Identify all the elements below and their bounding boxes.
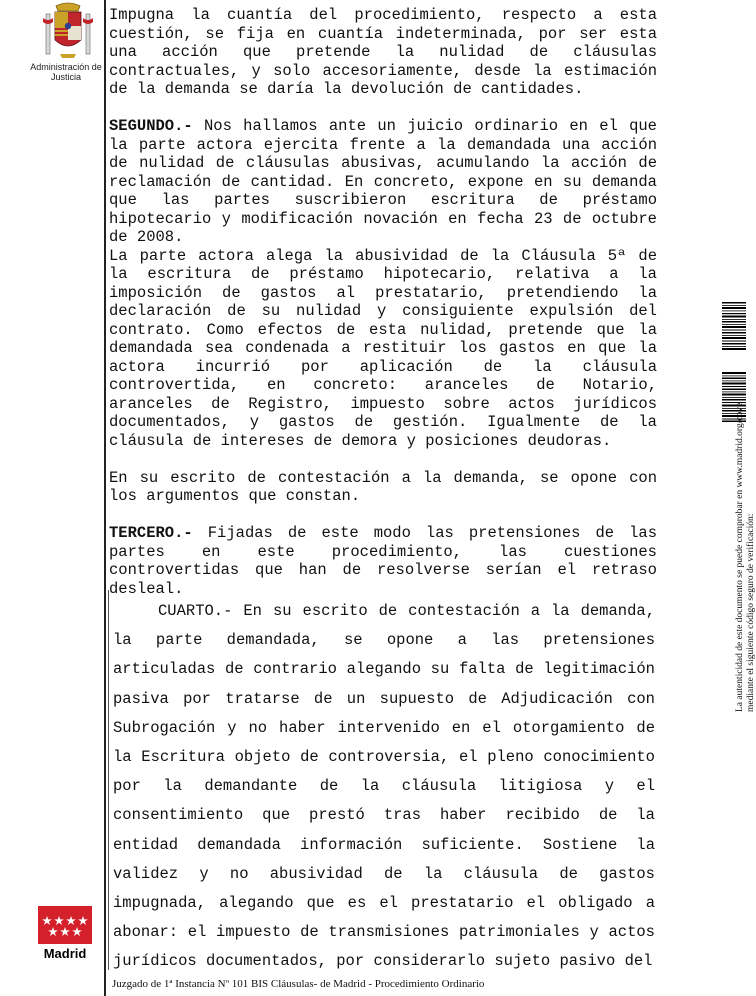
region-label: Madrid xyxy=(43,946,87,961)
page-footer: Juzgado de 1ª Instancia Nº 101 BIS Cláusulas- de Madrid - Procedimiento Ordinario xyxy=(112,978,485,990)
paragraph-segundo xyxy=(109,117,657,247)
institution-label: Administración de Justicia xyxy=(30,62,102,82)
paragraph-cuarto-text: CUARTO.- En su escrito de contestación a la demanda, la parte demandada, se opone a las pretensiones articuladas de contrario alegando su falta de legitimación pasiva por tratarse de un supuesto de Adjudicación con Subrogación y no haber intervenido en el otorgamiento de la Escritura objeto de controversia, el pleno conocimiento por la demandante de la cláusula litigiosa y el consentimiento que prestó tras haber recibido de la entidad demandada información suficiente. Sostiene la validez y no abusividad de la cláusula de gastos impugnada, alegando que es el prestatario el obligado a abonar: el impuesto de transmisiones patrimoniales y actos jurídicos documentados, por considerarlo sujeto pasivo del xyxy=(113,602,655,971)
paragraph-segundo-text: Nos hallamos ante un juicio ordinario en el que la parte actora ejercita frente a la demandada una acción de nulidad de cláusulas abusivas, acumulando la acción de reclamación de cantidad. En concreto, expone en su demanda que las partes suscribieron escritura de préstamo hipotecario y modificación novación en fecha 23 de octubre de 2008. xyxy=(109,117,657,246)
paragraph-cuantia: Impugna la cuantía del procedimiento, respecto a esta cuestión, se fija en cuantía indeterminada, por ser esta una acción que pretende la nulidad de cláusulas contractuales, y solo accesoriamente, desde la estimación de la demanda se daría la devolución de cantidades. xyxy=(109,6,657,98)
paragraph-rule xyxy=(108,590,109,970)
section-label-segundo: SEGUNDO.- xyxy=(109,117,193,135)
paragraph-abusividad: La parte actora alega la abusividad de la Cláusula 5ª de la escritura de préstamo hipotecario, relativa a la imposición de gastos al prestatario, pretendiendo la declaración de su nulidad y consiguiente expulsión del contrato. Como efectos de esta nulidad, pretende que la demandada sea condenada a restituir los gastos en que la actora incurrió por aplicación de la cláusula controvertida, en concreto: aranceles de Notario, aranceles de Registro, impuesto sobre actos jurídicos documentados, y gastos de gestión. Igualmente de la cláusula de intereses de demora y posiciones deudoras. xyxy=(109,246,657,450)
verification-line-1: La autenticidad de este documento se puede comprobar en www.madrid.org/cove xyxy=(735,402,745,712)
coat-of-arms-icon xyxy=(40,2,96,64)
verification-line-2: mediante el siguiente código seguro de verificación: xyxy=(745,513,756,712)
document-body xyxy=(109,6,657,598)
paragraph-cuarto xyxy=(113,597,655,977)
section-label-tercero: TERCERO.- xyxy=(109,524,193,542)
paragraph-tercero-text: Fijadas de este modo las pretensiones de las partes en este procedimiento, las cuestiones controvertidas que han de resolverse serían el retraso desleal. xyxy=(109,524,657,598)
verification-notice xyxy=(735,292,756,712)
margin-rule xyxy=(104,0,106,996)
paragraph-contestacion: En su escrito de contestación a la demanda, se opone con los argumentos que constan. xyxy=(109,468,657,505)
paragraph-tercero xyxy=(109,524,657,598)
madrid-flag-icon xyxy=(38,906,92,944)
